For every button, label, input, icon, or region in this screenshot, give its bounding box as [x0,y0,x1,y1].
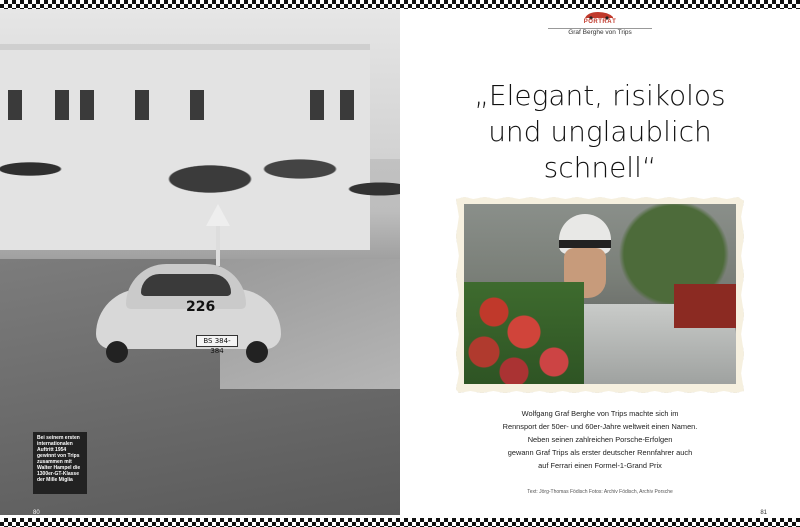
helmet-visor [559,240,611,248]
caption-line: Bei seinem ersten [37,435,80,441]
caption-line: gewinnt von Trips [37,453,80,459]
caption-line: Auftritt 1954 [37,447,67,453]
checkered-border-bottom [0,518,800,527]
section-kicker: PORTRÄT [583,19,617,25]
photo-red-panel [674,284,736,328]
intro-line: gewann Graf Trips als erster deutscher Rennfahrer auch [507,448,693,457]
porsche-race-car [96,259,281,369]
checkered-border-top [0,0,800,9]
headline-line: und unglaublich [488,115,712,148]
car-number: 226 [186,299,216,315]
intro-line: Rennsport der 50er- und 60er-Jahre weltweit einen Namen. [502,422,698,431]
intro-line: Neben seinen zahlreichen Porsche-Erfolgen [527,435,673,444]
caption-line: zusammen mit [37,459,72,465]
car-wheel [246,341,268,363]
photo-trees [0,109,400,249]
article-credits: Text: Jörg-Thomas Födisch Fotos: Archiv Födisch, Archiv Porsche [527,489,673,495]
road-sign-icon [206,204,230,226]
page-number-left: 80 [33,510,40,516]
caption-line: Walter Hampel die [37,465,81,471]
intro-line: Wolfgang Graf Berghe von Trips machte sich im [521,409,679,418]
headline-line: schnell“ [543,151,657,184]
photo-caption-box [33,432,87,494]
flower-bouquet [464,282,584,384]
car-wheel [106,341,128,363]
caption-line: internationalen [37,441,73,447]
page-number-right: 81 [760,510,767,516]
car-windshield [141,274,231,296]
driver-portrait-photo [464,204,736,384]
intro-line: auf Ferrari einen Formel-1-Grand Prix [538,461,662,470]
headline-line: „Elegant, risikolos [474,79,726,112]
article-headline [440,78,760,186]
section-subkicker: Graf Berghe von Trips [568,29,632,36]
caption-line: 1300er-GT-Klasse [37,471,79,477]
caption-line: der Mille Miglia [37,477,73,483]
car-plate: BS 384-384 [196,335,238,347]
article-intro [470,407,730,472]
